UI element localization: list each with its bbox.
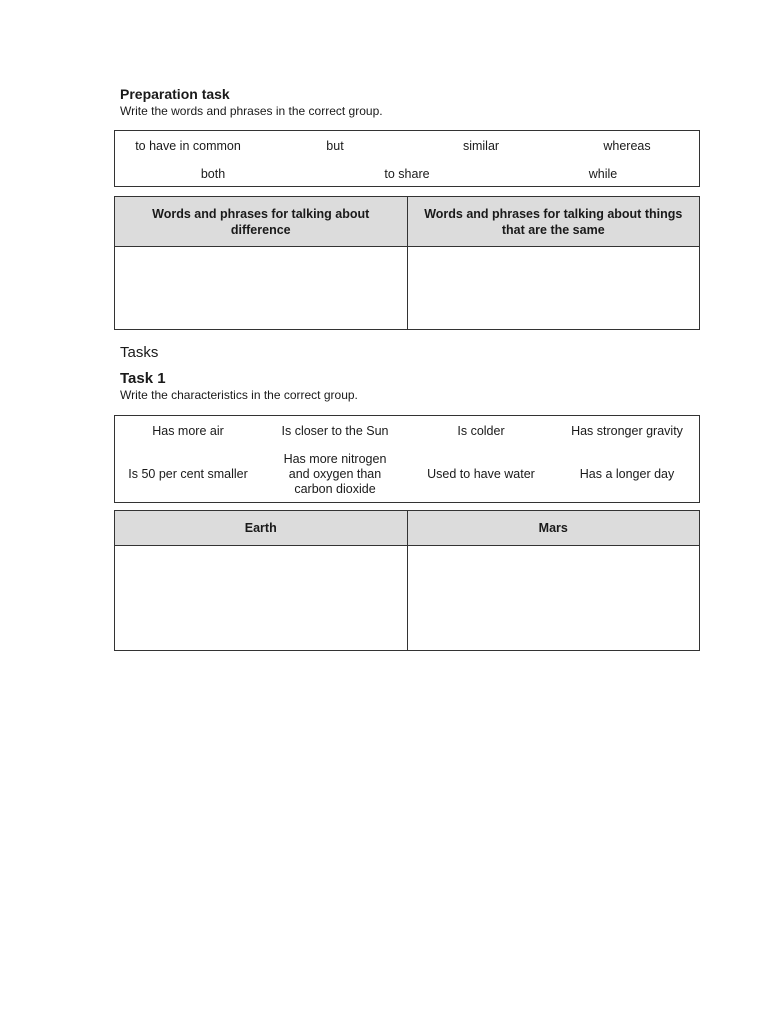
same-column-header: Words and phrases for talking about things that are the same	[407, 197, 700, 247]
difference-column-header: Words and phrases for talking about difference	[115, 197, 408, 247]
task1-instruction: Write the characteristics in the correct group.	[120, 388, 358, 402]
task1-characteristics-box	[114, 415, 700, 503]
mars-answer-cell[interactable]	[407, 546, 700, 651]
task1-group-table	[114, 510, 700, 651]
mars-column-header: Mars	[407, 511, 700, 546]
characteristic-item: Is closer to the Sun	[281, 424, 389, 438]
word-item: both	[200, 167, 226, 181]
difference-answer-cell[interactable]	[115, 247, 408, 330]
same-answer-cell[interactable]	[407, 247, 700, 330]
earth-column-header: Earth	[115, 511, 408, 546]
preparation-title: Preparation task	[120, 86, 230, 102]
characteristic-item: Has stronger gravity	[571, 424, 683, 438]
characteristic-item: Used to have water	[427, 467, 535, 481]
word-item: to have in common	[135, 139, 241, 153]
characteristic-item: Has more air	[152, 424, 224, 438]
task1-title: Task 1	[120, 370, 166, 387]
characteristic-item: Has more nitrogen and oxygen than carbon dioxide	[283, 452, 387, 496]
characteristic-item: Is colder	[457, 424, 505, 438]
word-item: but	[326, 139, 344, 153]
word-item: while	[588, 167, 618, 181]
tasks-heading: Tasks	[120, 344, 159, 361]
preparation-word-box	[114, 130, 700, 187]
word-item: similar	[462, 139, 500, 153]
word-item: whereas	[603, 139, 651, 153]
earth-answer-cell[interactable]	[115, 546, 408, 651]
preparation-group-table	[114, 196, 700, 330]
word-item: to share	[384, 167, 430, 181]
characteristic-item: Has a longer day	[579, 467, 675, 481]
characteristic-item: Is 50 per cent smaller	[128, 467, 248, 481]
preparation-instruction: Write the words and phrases in the correct group.	[120, 104, 383, 118]
